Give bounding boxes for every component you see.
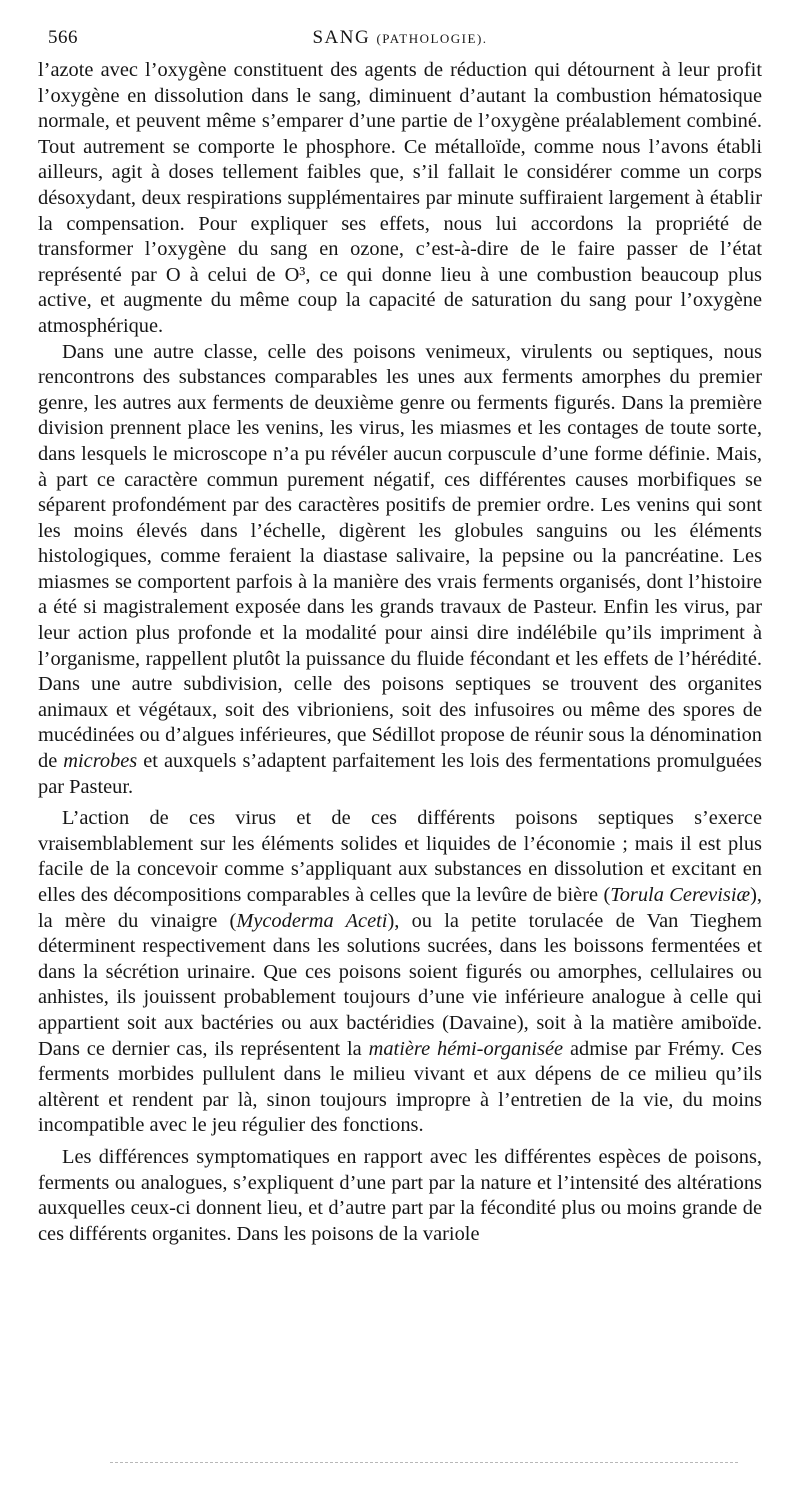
text-run: L’action de ces virus et de ces différents poisons septiques s’exerce vraisemblablement sur les éléments solides et liquides de l’économie ; mais il est plus facile de la concevoir comme s’appliquant aux substances en dissolution et excitant en elles des décompositions comparables à celles que la levûre de bière ( bbox=[38, 807, 762, 906]
running-title bbox=[38, 26, 762, 51]
text-run: Les différences symptomatiques en rapport avec les différentes espèces de poisons, ferments ou analogues, s’expliquent d’une part par la nature et l’intensité des altérations auxquelles ceux-ci donnent lieu, et d’autre part par la fécondité plus ou moins grande de ces différents organites. Dans les poisons de la variole bbox=[38, 1145, 762, 1245]
text-run: Dans une autre classe, celle des poisons venimeux, virulents ou septiques, nous rencontrons des substances comparables les unes aux ferments amorphes du premier genre, les autres aux ferments de deuxième genre ou ferments figurés. Dans la première division prennent place les venins, les virus, les miasmes et les contages de toute sorte, dans lesquels le microscope n’a pu révéler aucun corpuscule d’une forme définie. Mais, à part ce caractère commun purement négatif, ces différentes causes morbifiques se séparent profondément par des caractères positifs de premier ordre. Les venins qui sont les moins élevés dans l’échelle, digèrent les globules sanguins ou les éléments histologiques, comme feraient la diastase salivaire, la pepsine ou la pancréatine. Les miasmes se comportent parfois à la manière des vrais ferments organisés, dont l’histoire a été si magistralement exposée dans les grands travaux de Pasteur. Enfin les virus, par leur action plus profonde et la modalité pour ainsi dire indélébile qu’ils impriment à l’organisme, rappellent plutôt la puissance du fluide fécondant et les effets de l’hérédité. Dans une autre subdivision, celle des poisons septiques se trouvent des organites animaux et végétaux, soit des vibrioniens, soit des infusoires ou même des spores de mucédinées ou d’algues inférieures, que Sédillot propose de réunir sous la dénomination de bbox=[38, 340, 762, 773]
paragraph-continuation bbox=[38, 58, 762, 340]
paragraph-poisons-venimeux bbox=[38, 340, 762, 801]
running-title-sub: (PATHOLOGIE). bbox=[376, 31, 488, 46]
running-title-main: SANG bbox=[312, 27, 371, 48]
text-run: ), ou la petite torulacée de Van Tieghem déterminent respectivement dans les solutions sucrées, dans les boissons fermentées et dans la sécrétion urinaire. Que ces poisons soient figurés ou amorphes, cellulaires ou anhistes, ils jouissent probablement toujours d’une vie inférieure analogue à celle qui appartient soit aux bactéries ou aux bactéridies (Davaine), soit à la matière amiboïde. Dans ce dernier cas, ils représentent la bbox=[38, 909, 762, 1060]
running-head bbox=[38, 26, 762, 50]
italic-term-matiere-hemi-organisee: matière hémi-organisée bbox=[368, 1037, 564, 1060]
text-run: et auxquels s’adaptent parfaitement les lois des fermentations promulguées par Pasteur. bbox=[38, 750, 762, 798]
footer-rule bbox=[110, 1462, 738, 1463]
italic-term-torula: Torula Cerevisiæ bbox=[610, 884, 751, 906]
text-run: admise par Frémy. Ces ferments morbides pullulent dans le milieu vivant et aux dépens de ce milieu qu’ils altèrent et rendent par là, sinon toujours impropre à l’entretien de la vie, du moins incompatible avec le jeu régulier des fonctions. bbox=[38, 1037, 762, 1137]
page-number: 566 bbox=[48, 27, 78, 48]
text-run: l’azote avec l’oxygène constituent des agents de réduction qui détournent à leur profit l’oxygène en dissolution dans le sang, diminuent d’autant la combustion hématosique normale, et peuvent même s’emparer d’une partie de l’oxygène préalablement combiné. Tout autrement se comporte le phosphore. Ce métalloïde, comme nous l’avons établi ailleurs, agit à doses tellement faibles que, s’il fallait le considérer comme un corps désoxydant, deux respirations supplémentaires par minute suffiraient largement à établir la compensation. Pour expliquer ses effets, nous lui accordons la propriété de transformer l’oxygène du sang en ozone, c’est-à-dire de le faire passer de l’état représenté par O à celui de O³, ce qui donne lieu à une combustion beaucoup plus active, et augmente du même coup la capacité de saturation du sang pour l’oxygène atmosphérique. bbox=[38, 59, 762, 337]
body-text bbox=[38, 58, 762, 1247]
italic-term-microbes: microbes bbox=[63, 750, 138, 773]
italic-term-mycoderma: Mycoderma Aceti bbox=[236, 909, 388, 932]
paragraph-differences-symptomatiques bbox=[38, 1145, 762, 1247]
text-run: ), la mère du vinaigre ( bbox=[38, 884, 762, 932]
paragraph-action-des-virus bbox=[38, 806, 762, 1139]
